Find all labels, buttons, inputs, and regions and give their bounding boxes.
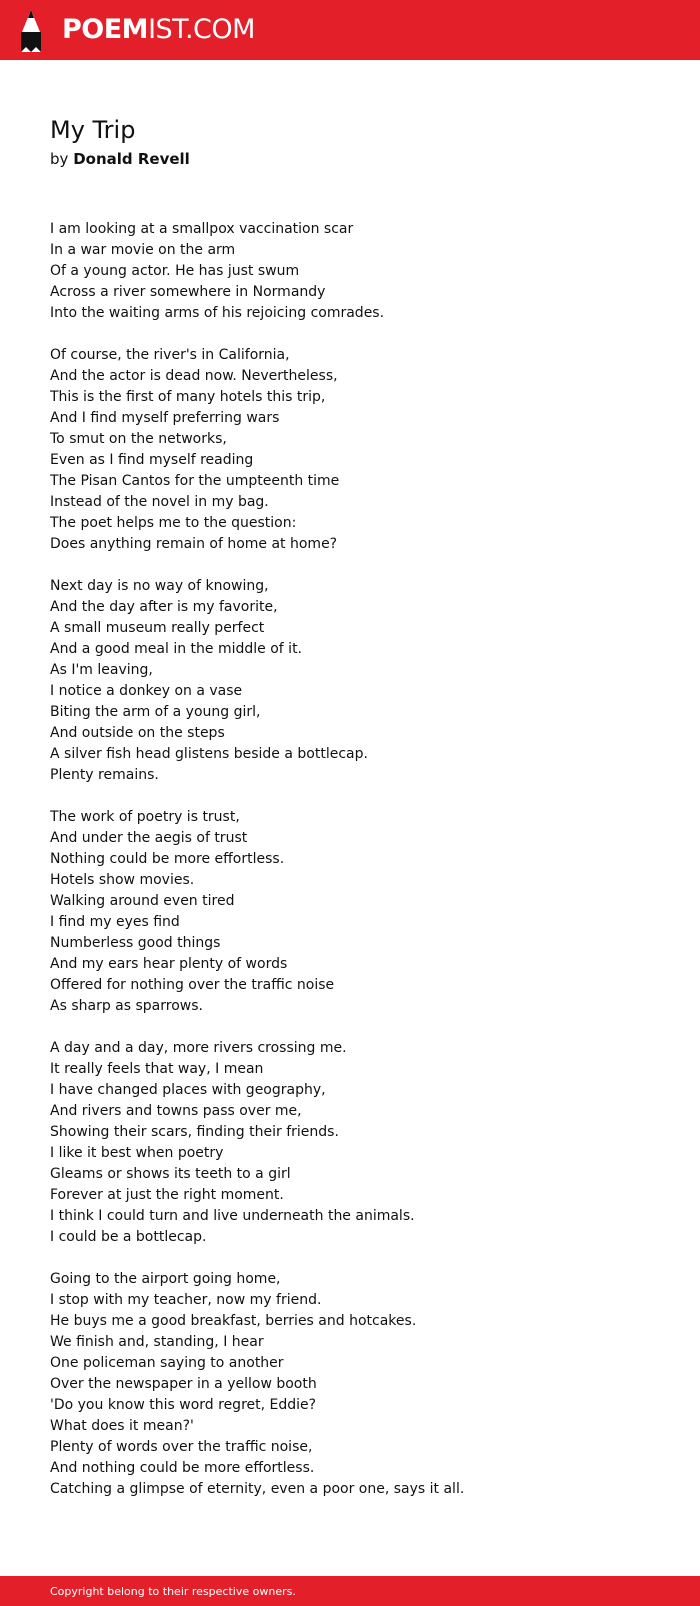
- poem-line: Does anything remain of home at home?: [50, 536, 338, 552]
- site-header: [0, 0, 700, 60]
- poem-line: I notice a donkey on a vase: [50, 683, 243, 699]
- poem-line: 'Do you know this word regret, Eddie?: [50, 1397, 317, 1413]
- byline: [50, 148, 190, 170]
- poem-line: And rivers and towns pass over me,: [50, 1103, 302, 1119]
- site-logo-text[interactable]: [62, 12, 255, 48]
- stanza: [50, 1038, 670, 1248]
- poem-line: A small museum really perfect: [50, 620, 265, 636]
- poem-line: And I find myself preferring wars: [50, 410, 280, 426]
- poem-line: Catching a glimpse of eternity, even a poor one, says it all.: [50, 1481, 465, 1497]
- poem-line: It really feels that way, I mean: [50, 1061, 264, 1077]
- brand-light: IST.COM: [148, 14, 255, 45]
- poem-line: And under the aegis of trust: [50, 830, 248, 846]
- poem-line: Nothing could be more effortless.: [50, 851, 285, 867]
- poem-line: I have changed places with geography,: [50, 1082, 326, 1098]
- site-footer: [0, 1576, 700, 1606]
- stanza: [50, 1269, 670, 1500]
- poem-line: The work of poetry is trust,: [50, 809, 240, 825]
- poem-line: Showing their scars, finding their friends.: [50, 1124, 339, 1140]
- poem-line: I am looking at a smallpox vaccination scar: [50, 221, 354, 237]
- poem-line: Over the newspaper in a yellow booth: [50, 1376, 317, 1392]
- pencil-logo-icon[interactable]: [18, 10, 44, 52]
- poem-line: Even as I find myself reading: [50, 452, 254, 468]
- poem-line: And a good meal in the middle of it.: [50, 641, 303, 657]
- poem-line: And outside on the steps: [50, 725, 225, 741]
- poem-line: And my ears hear plenty of words: [50, 956, 288, 972]
- poem-line: And nothing could be more effortless.: [50, 1460, 315, 1476]
- poem-line: I like it best when poetry: [50, 1145, 224, 1161]
- poem-line: We finish and, standing, I hear: [50, 1334, 264, 1350]
- stanza: [50, 345, 670, 555]
- poem-line: Into the waiting arms of his rejoicing comrades.: [50, 305, 385, 321]
- poem-line: I think I could turn and live underneath the animals.: [50, 1208, 415, 1224]
- poem-line: The poet helps me to the question:: [50, 515, 297, 531]
- poem-line: Numberless good things: [50, 935, 221, 951]
- poem-line: Plenty remains.: [50, 767, 159, 783]
- poem-line: As sharp as sparrows.: [50, 998, 203, 1014]
- byline-prefix: by: [50, 150, 69, 168]
- poem-line: Going to the airport going home,: [50, 1271, 281, 1287]
- poem-line: Instead of the novel in my bag.: [50, 494, 269, 510]
- poem-line: I find my eyes find: [50, 914, 180, 930]
- poem-line: Hotels show movies.: [50, 872, 195, 888]
- poem-line: Plenty of words over the traffic noise,: [50, 1439, 313, 1455]
- poem-line: And the day after is my favorite,: [50, 599, 278, 615]
- poem-body: [50, 219, 670, 1521]
- poem-line: In a war movie on the arm: [50, 242, 236, 258]
- copyright-text: Copyright belong to their respective owners.: [50, 1585, 296, 1598]
- stanza: [50, 219, 670, 324]
- author-link[interactable]: Donald Revell: [73, 150, 190, 168]
- poem-line: One policeman saying to another: [50, 1355, 284, 1371]
- brand-bold: POEM: [62, 14, 149, 45]
- poem-line: The Pisan Cantos for the umpteenth time: [50, 473, 340, 489]
- poem-line: I stop with my teacher, now my friend.: [50, 1292, 322, 1308]
- poem-line: I could be a bottlecap.: [50, 1229, 207, 1245]
- poem-line: To smut on the networks,: [50, 431, 227, 447]
- poem-line: Walking around even tired: [50, 893, 235, 909]
- poem-line: Of a young actor. He has just swum: [50, 263, 300, 279]
- poem-line: As I'm leaving,: [50, 662, 153, 678]
- poem-line: Next day is no way of knowing,: [50, 578, 269, 594]
- poem-line: Across a river somewhere in Normandy: [50, 284, 326, 300]
- poem-line: Biting the arm of a young girl,: [50, 704, 261, 720]
- stanza: [50, 807, 670, 1017]
- poem-line: Offered for nothing over the traffic noise: [50, 977, 335, 993]
- poem-line: Forever at just the right moment.: [50, 1187, 284, 1203]
- poem-line: A day and a day, more rivers crossing me.: [50, 1040, 347, 1056]
- poem-line: What does it mean?': [50, 1418, 194, 1434]
- stanza: [50, 576, 670, 786]
- poem-line: Of course, the river's in California,: [50, 347, 290, 363]
- poem-title: My Trip: [50, 116, 136, 144]
- poem-line: A silver fish head glistens beside a bottlecap.: [50, 746, 368, 762]
- poem-line: And the actor is dead now. Nevertheless,: [50, 368, 338, 384]
- poem-line: He buys me a good breakfast, berries and hotcakes.: [50, 1313, 417, 1329]
- poem-line: This is the first of many hotels this trip,: [50, 389, 326, 405]
- poem-line: Gleams or shows its teeth to a girl: [50, 1166, 291, 1182]
